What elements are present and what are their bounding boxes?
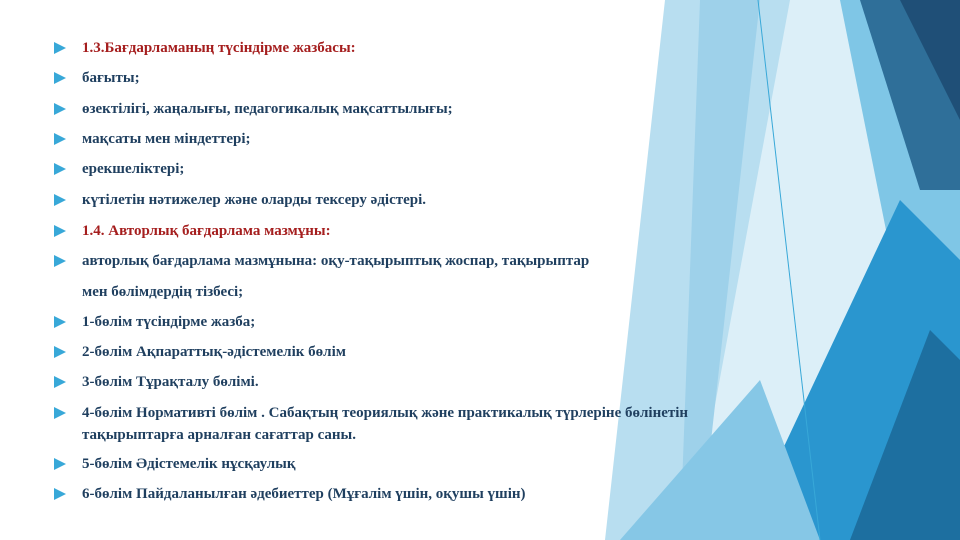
triangle-bullet-icon [52, 345, 72, 359]
triangle-bullet-icon [52, 224, 72, 238]
list-item-continuation: мен бөлімдердің тізбесі; [82, 284, 244, 300]
list-item-text: бағыты; [82, 70, 140, 86]
triangle-bullet-icon [52, 375, 72, 389]
list-item [52, 189, 426, 211]
heading-section-1-4: 1.4. Авторлық бағдарлама мазмұны: [82, 223, 331, 239]
list-item-text: өзектілігі, жаңалығы, педагогикалық мақсаттылығы; [82, 101, 453, 117]
list-item-text: ерекшеліктері; [82, 161, 185, 177]
list-item-text: мақсаты мен міндеттері; [82, 131, 251, 147]
triangle-bullet-icon [52, 41, 72, 55]
list-item [52, 220, 331, 242]
triangle-bullet-icon [52, 71, 72, 85]
triangle-bullet-icon [52, 254, 72, 268]
list-item [52, 158, 184, 180]
list-item-text: күтілетін нәтижелер және оларды тексеру әдістері. [82, 192, 427, 208]
list-item-text: 5-бөлім Әдістемелік нұсқаулық [82, 456, 296, 472]
list-item-text: 2-бөлім Ақпараттық-әдістемелік бөлім [82, 344, 346, 360]
list-item-continuation: тақырыптарға арналған сағаттар саны. [82, 427, 357, 443]
triangle-bullet-icon [52, 193, 72, 207]
triangle-bullet-icon [52, 457, 72, 471]
triangle-bullet-icon [52, 132, 72, 146]
list-item [52, 98, 453, 120]
list-item [52, 371, 259, 393]
list-item [52, 402, 688, 424]
list-item-text: 3-бөлім Тұрақталу бөлімі. [82, 374, 259, 390]
list-item-text: авторлық бағдарлама мазмұнына: оқу-тақырыптық жоспар, тақырыптар [82, 253, 590, 269]
list-item [52, 341, 346, 363]
list-item [52, 37, 356, 59]
triangle-bullet-icon [52, 406, 72, 420]
heading-section-1-3: 1.3.Бағдарламаның түсіндірме жазбасы: [82, 40, 356, 56]
list-item [52, 250, 589, 272]
list-item-text: 6-бөлім Пайдаланылған әдебиеттер (Мұғалім үшін, оқушы үшін) [82, 486, 526, 502]
list-item-text: 1-бөлім түсіндірме жазба; [82, 314, 256, 330]
list-item-text: 4-бөлім Нормативті бөлім . Сабақтың теориялық және практикалық түрлеріне бөлінетін [82, 405, 689, 421]
list-item [52, 311, 255, 333]
list-item [52, 67, 140, 89]
list-item [52, 453, 296, 475]
list-item [52, 128, 250, 150]
triangle-bullet-icon [52, 487, 72, 501]
list-item [52, 483, 526, 505]
triangle-bullet-icon [52, 315, 72, 329]
triangle-bullet-icon [52, 102, 72, 116]
triangle-bullet-icon [52, 162, 72, 176]
